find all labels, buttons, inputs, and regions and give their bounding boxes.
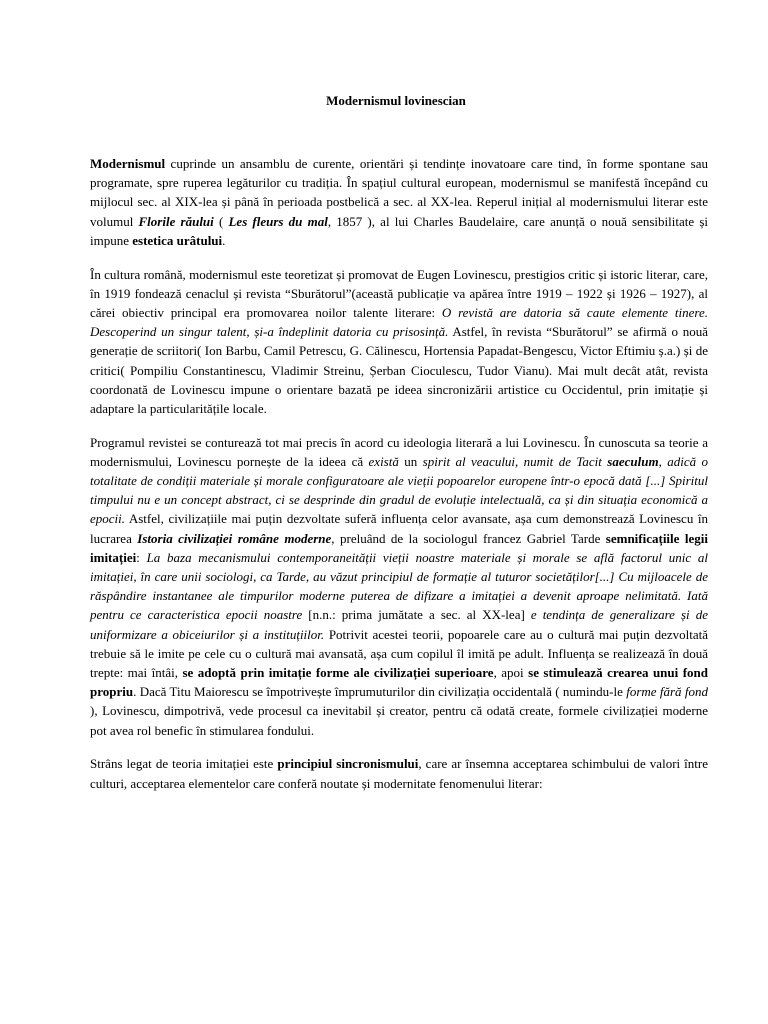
text-run: În cultura română, modernismul este teoretizat și promovat de Eugen Lovinescu, prestigios critic și istoric literar, care, în 1919 fondează cenaclul și revista “Sburătorul”(această publicație va apărea între 1919 – 1922 și 1926 – 1927), al cărei obiectiv principal era promovarea noilor talente literare: (90, 266, 708, 320)
text-run: Strâns legat de teoria imitației este (90, 756, 278, 772)
text-run: , care ar însemna acceptarea schimbului de valori între culturi, acceptarea elementelor care conferă noutate și modernitate fenomenului literar: (90, 756, 708, 791)
text-run: . (222, 232, 226, 248)
text-run: [n.n.: prima jumătate a sec. al XX-lea] (302, 607, 531, 623)
text-run: , apoi (493, 665, 529, 681)
text-run-b: principiul sincronismului (277, 756, 419, 772)
text-run-b: Modernismul (90, 156, 166, 171)
text-run: , 1857 ), al lui Charles Baudelaire, care anunță o nouă sensibilitate și impune (90, 213, 708, 248)
text-run-i: La baza mecanismului contemporaneității vieții noastre materiale și morale se află factorul unic al imitației, în care unii sociologi, ca Tarde, au văzut principiul de formație al tuturor societăților[...] Cu mijloacele de răspândire instantanee ale timpurilor moderne puterea de difizare a imitației a devenit aproape nelimitată. Iată pentru ce caracteristica epocii noastre (90, 549, 708, 623)
text-run-bi: Florile răului (138, 213, 214, 229)
text-run-i: forme fără fond (626, 684, 709, 700)
text-run: Potrivit acestei teorii, popoarele care au o cultură mai puțin dezvoltată trebuie să le imite pe cele cu o cultură mai avansată, așa cum copilul îl imită pe adult. Influența se realizează în două trepte: mai întâi, (90, 626, 708, 681)
text-run-b: se stimulează crearea unui fond propriu (90, 665, 708, 700)
paragraph-modernism-definition (90, 154, 708, 250)
document-body (90, 154, 708, 807)
text-run-b: estetica urâtului (132, 232, 223, 248)
text-run: Programul revistei se conturează tot mai precis în acord cu ideologia literară a lui Lovinescu. În cunoscuta sa teorie a modernismului, Lovinescu pornește de la ideea că (90, 434, 708, 469)
text-run-bi: saeculum (607, 453, 659, 469)
text-run: ( (213, 213, 229, 229)
text-run-bi: Istoria civilizației române moderne (137, 530, 332, 546)
paragraph-lovinescu-sburatorul (90, 265, 708, 419)
text-run: cuprinde un ansamblu de curente, orientări și tendințe inovatoare care tind, în forme spontane sau programate, spre ruperea legăturilor cu tradiția. În spațiul cultural european, modernismul se manifestă începând cu mijlocul sec. al XIX-lea și până în perioada postbelică a sec. al XX-lea. Reperul inițial al modernismului literar este volumul (90, 156, 708, 229)
text-run-i: există (368, 453, 399, 469)
text-run: . Dacă Titu Maiorescu se împotrivește împrumuturilor din civilizația occidentală ( numindu-le (133, 684, 627, 700)
text-run-i: spirit al veacului, numit de Tacit (422, 453, 608, 469)
paragraph-synchronism-principle (90, 754, 708, 792)
text-run: un (398, 453, 423, 469)
text-run: : (136, 549, 147, 565)
text-run-b: semnificațiile legii imitației (90, 530, 708, 565)
text-run: , preluând de la sociologul francez Gabriel Tarde (331, 530, 606, 546)
text-run: Astfel, în revista “Sburătorul” se afirmă o nouă generație de scriitori( Ion Barbu, Camil Petrescu, G. Călinescu, Hortensia Papadat-Bengescu, Victor Eftimiu ș.a.) și de critici( Pompiliu Constantinescu, Vladimir Streinu, Șerban Cioculescu, Tudor Vianu). Mai mult decât atât, revista coordonată de Lovinescu impune o orientare bazată pe ideea sincronizării artistice cu Occidentul, prin imitație și adaptare la particularitățile locale. (90, 324, 708, 416)
text-run-i: O revistă are datoria să caute elemente tinere. Descoperind un singur talent, și-a îndeplinit datoria cu prisosință. (90, 304, 708, 340)
document-title: Modernismul lovinescian (326, 93, 466, 108)
text-run-b: se adoptă prin imitație forme ale civilizației superioare (182, 665, 494, 681)
text-run: ), Lovinescu, dimpotrivă, vede procesul ca inevitabil și creator, pentru că odată create, formele civilizației moderne pot avea rol benefic în stimularea fondului. (90, 703, 708, 738)
text-run-bi: Les fleurs du mal (228, 213, 328, 229)
text-run-i: e tendința de generalizare și de uniformizare a obiceiurilor și a instituțiilor. (90, 607, 708, 642)
paragraph-imitation-theory (90, 433, 708, 740)
text-run-i: , adică o totalitate de condiții materiale și morale configuratoare ale vieții popoarelor europene într-o epocă dată [...] Spiritul timpului nu e un concept abstract, ci se desprinde din gradul de evoluție intelectuală, ca și din situația economică a epocii. (90, 453, 708, 527)
text-run: Astfel, civilizațiile mai puțin dezvoltate suferă influența celor avansate, așa cum demonstrează Lovinescu în lucrarea (90, 511, 708, 546)
